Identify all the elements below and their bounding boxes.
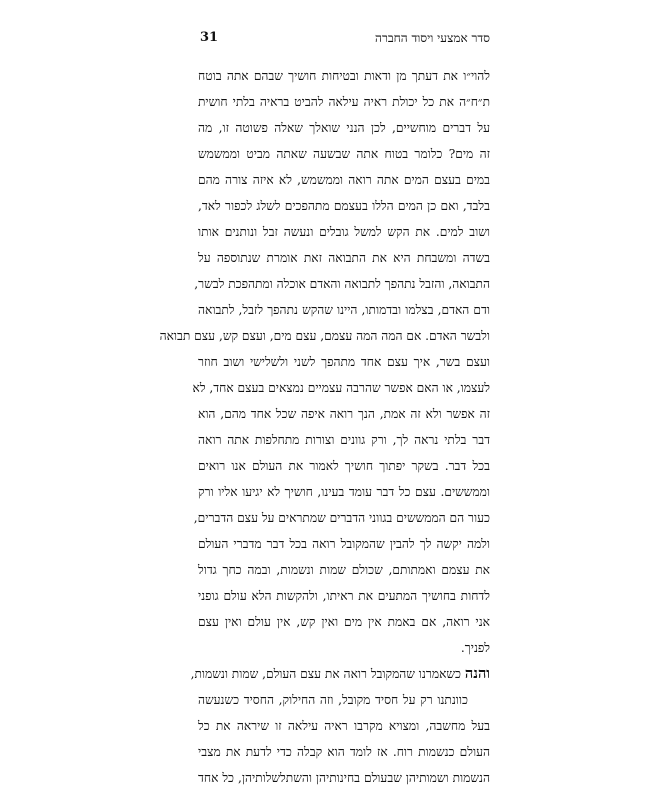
text-line: אני רואה, אם באמת אין מים ואין קש, אין עולם ואין עצם <box>198 615 490 629</box>
text-line: לעצמו, או האם אפשר שהרבה עצמיים נמצאים בעצם אחד, לא <box>192 381 490 395</box>
text-line: בלבד, ואם כן המים הללו בעצמם מתהפכים לשלג לכפור לאד, <box>198 199 490 213</box>
text-line: על דברים מוחשיים, לכן הנני שואלך שאלה פשוטה זו, מה <box>198 121 490 135</box>
text-line: וממששים. עצם כל דבר עומד בעינו, חושיך לא יגיעו אליו ורק <box>198 485 490 499</box>
page-number: 31 <box>200 30 219 45</box>
paragraph-opening-word: והנה <box>464 665 490 682</box>
text-line: דבר בלתי נראה לך, ורק גוונים וצורות מתחלפות אתה רואה <box>198 433 490 447</box>
text-line: בשדה ומשבחת היא את התבואה זאת אומרת שנתוספה על <box>198 251 490 265</box>
text-line: בכל דבר. בשקר יפתוך חושיך לאמור את העולם אנו רואים <box>198 459 490 473</box>
text-line: לדחות בחושיך המתעים את ראיתו, ולהקשות הלא עולם גופני <box>198 589 490 603</box>
running-title: סדר אמצעי ויסוד החברה <box>375 31 490 45</box>
paragraph-2 <box>190 661 490 791</box>
text-line: ועצם בשר, איך עצם אחד מתהפך לשני ולשלישי ושוב חוזר <box>198 355 490 369</box>
text-line: כוונתנו רק על חסיד מקובל, וזה החילוק, החסיד כשנעשה <box>198 693 468 707</box>
text-line: העולם כנשמות רוח. אז לומד הוא קבלה כדי לדעת את מצבי <box>198 745 490 759</box>
text-line: ת״ח״ה את כל יכולת ראיה עילאה להביט בראיה בלתי חושית <box>198 95 490 109</box>
text-line: להוי״ו את דעתך מן ודאות ובטיחות חושיך שבהם אתה בוטח <box>198 69 490 83</box>
text-line: בעל מחשבה, ומצויא מקרבו ראיה עילאה זו שיראה את כל <box>198 719 490 733</box>
text-line: ודם האדם, בצלמו ובדמותו, היינו שהקש נתהפך לזבל, לתבואה <box>198 303 490 317</box>
text-line: זה אפשר ולא זה אמת, הנך רואה איפה שכל אחד מהם, הוא <box>198 407 490 421</box>
text-line: הנשמות ושמותיהן שבעולם בחינותיהן והשתלשלותיהן, כל אחד <box>198 771 490 785</box>
paragraph-1 <box>159 63 490 661</box>
text-line: במים בעצם המים אתה רואה וממשמש, לא איזה צורה מהם <box>198 173 490 187</box>
text-line: כעור הם הממששים בגווני הדברים שמתראים על עצם הדברים, <box>193 511 490 525</box>
text-line: התבואה, והזבל נתהפך לתבואה והאדם אוכלה ומתהפכת לבשר, <box>194 277 490 291</box>
page-header <box>200 30 490 50</box>
text-line: זה מים? כלומר בטוח אתה שבשעה שאתה מביט וממשמש <box>198 147 490 161</box>
text-line-rest: כשאמרנו שהמקובל רואה את עצם העולם, שמות ונשמות, <box>190 667 462 681</box>
text-line: את עצמם ואמתותם, שכולם שמות ונשמות, ובמה כחך גדול <box>198 563 490 577</box>
paragraph-opening-line <box>190 661 490 687</box>
text-line: ולבשר האדם. אם המה המה עצמם, עצם מים, ועצם קש, עצם תבואה <box>159 329 490 343</box>
text-line: לפניך. <box>460 641 490 655</box>
text-line: ושוב למים. את הקש למשל גובלים ונעשה זבל ונותנים אותו <box>198 225 490 239</box>
text-line: ולמה יקשה לך להבין שהמקובל רואה בכל דבר מדברי העולם <box>198 537 490 551</box>
body-text <box>159 63 490 791</box>
